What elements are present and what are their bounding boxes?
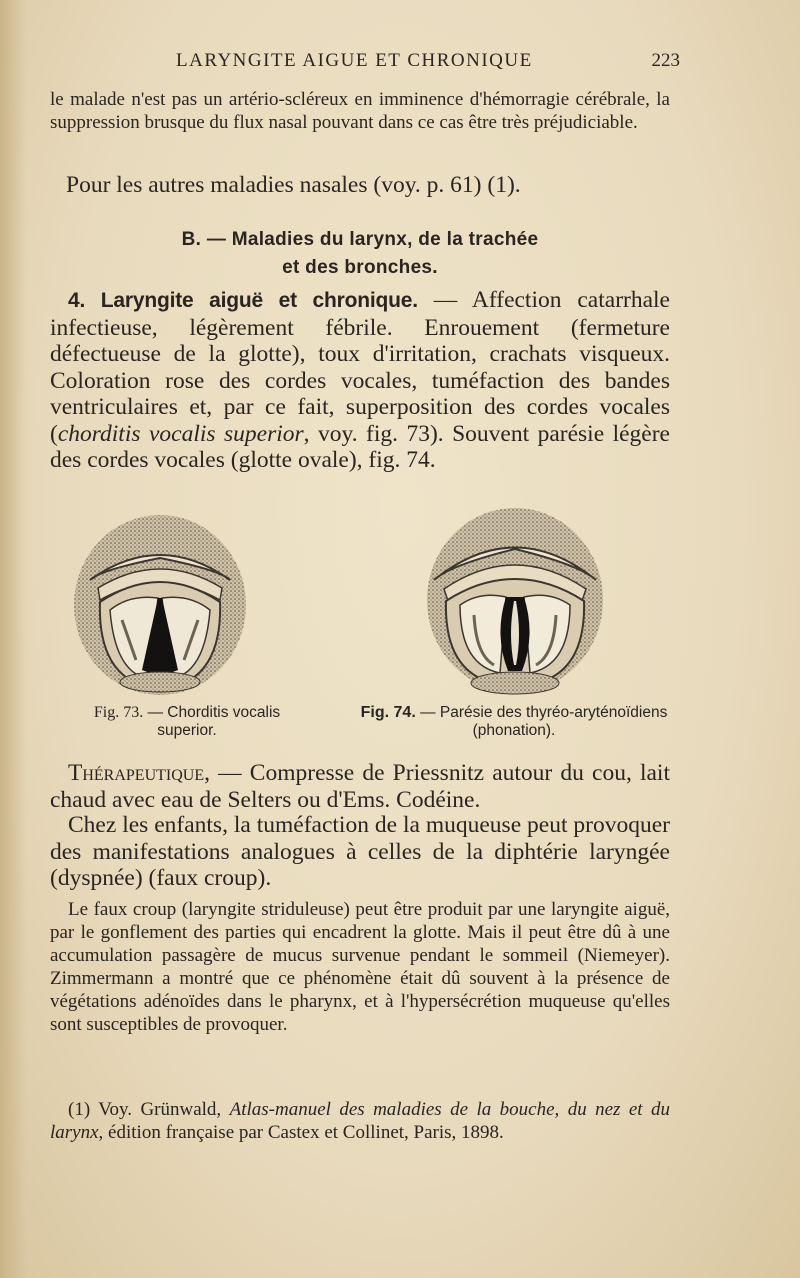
article-paragraph — [50, 287, 670, 474]
article-body-2: , voy. fig. 73). Souvent parésie légère des cordes vocales (glotte ovale), fig. 74. — [50, 420, 670, 473]
article-latin-term: chorditis vocalis superior — [57, 420, 304, 447]
article-body-1: — Affection catarrhale infectieuse, légèrement fébrile. Enrouement (fermeture défectueuse de la glotte), toux d'irritation, crachats visqueux. Coloration rose des cordes vocales, tuméfaction des bandes ventriculaires et, par ce fait, superposition des cordes vocales ( — [50, 287, 670, 447]
running-header — [50, 50, 680, 78]
running-title: LARYNGITE AIGUE ET CHRONIQUE — [176, 50, 533, 71]
footnote-lead: (1) Voy. Grünwald, — [68, 1099, 230, 1120]
figure-74-larynx-illustration — [420, 505, 610, 700]
footnote — [50, 1098, 670, 1144]
article-heading: 4. Laryngite aiguë et chronique. — [68, 289, 418, 312]
page-number: 223 — [651, 50, 680, 71]
footnote-book-title: Atlas-manuel des maladies de la bouche, du nez et du larynx — [50, 1099, 670, 1143]
section-heading — [50, 226, 670, 282]
therapy-text: — Compresse de Priessnitz autour du cou, lait chaud avec eau de Selters ou d'Ems. Codéine. — [50, 760, 670, 813]
figure-73-caption-text: — Chorditis vocalis superior. — [143, 704, 281, 739]
croup-paragraph: Le faux croup (laryngite striduleuse) peut être produit par une laryngite aiguë, par le gonflement des parties qui encadrent la glotte. Mais il peut être dû à une accumulation passagère de mucus survenue pendant le sommeil (Niemeyer). Zimmermann a montré que ce phénomène était dû souvent à la présence de végétations adénoïdes dans le pharynx, et à l'hypersécrétion muqueuse qu'elles sont susceptibles de provoquer. — [50, 899, 670, 1035]
children-paragraph: Chez les enfants, la tuméfaction de la muqueuse peut provoquer des manifestations analogues à celles de la diphtérie laryngée (dyspnée) (faux croup). — [50, 812, 670, 891]
section-heading-line-2: et des bronches. — [282, 257, 438, 278]
therapy-paragraph — [50, 760, 670, 813]
other-diseases-paragraph: Pour les autres maladies nasales (voy. p. 61) (1). — [66, 172, 521, 198]
figure-73-larynx-illustration — [70, 510, 250, 700]
figure-74-caption-text: — Parésie des thyréo-aryténoïdiens (phonation). — [415, 704, 668, 739]
section-heading-line-1: B. — Maladies du larynx, de la trachée — [181, 229, 539, 250]
figure-74-caption — [344, 704, 684, 740]
page-edge-shadow — [0, 0, 26, 1278]
therapy-label: Thérapeutique, — [68, 760, 210, 786]
footnote-rest: , édition française par Castex et Collinet, Paris, 1898. — [98, 1122, 504, 1143]
figure-73-caption — [62, 704, 312, 740]
figure-74-number: Fig. 74. — [360, 704, 416, 721]
continuation-paragraph: le malade n'est pas un artério-scléreux en imminence d'hémorragie cérébrale, la suppression brusque du flux nasal pouvant dans ce cas être très préjudiciable. — [50, 89, 670, 133]
figure-73-number: Fig. 73. — [93, 704, 144, 721]
